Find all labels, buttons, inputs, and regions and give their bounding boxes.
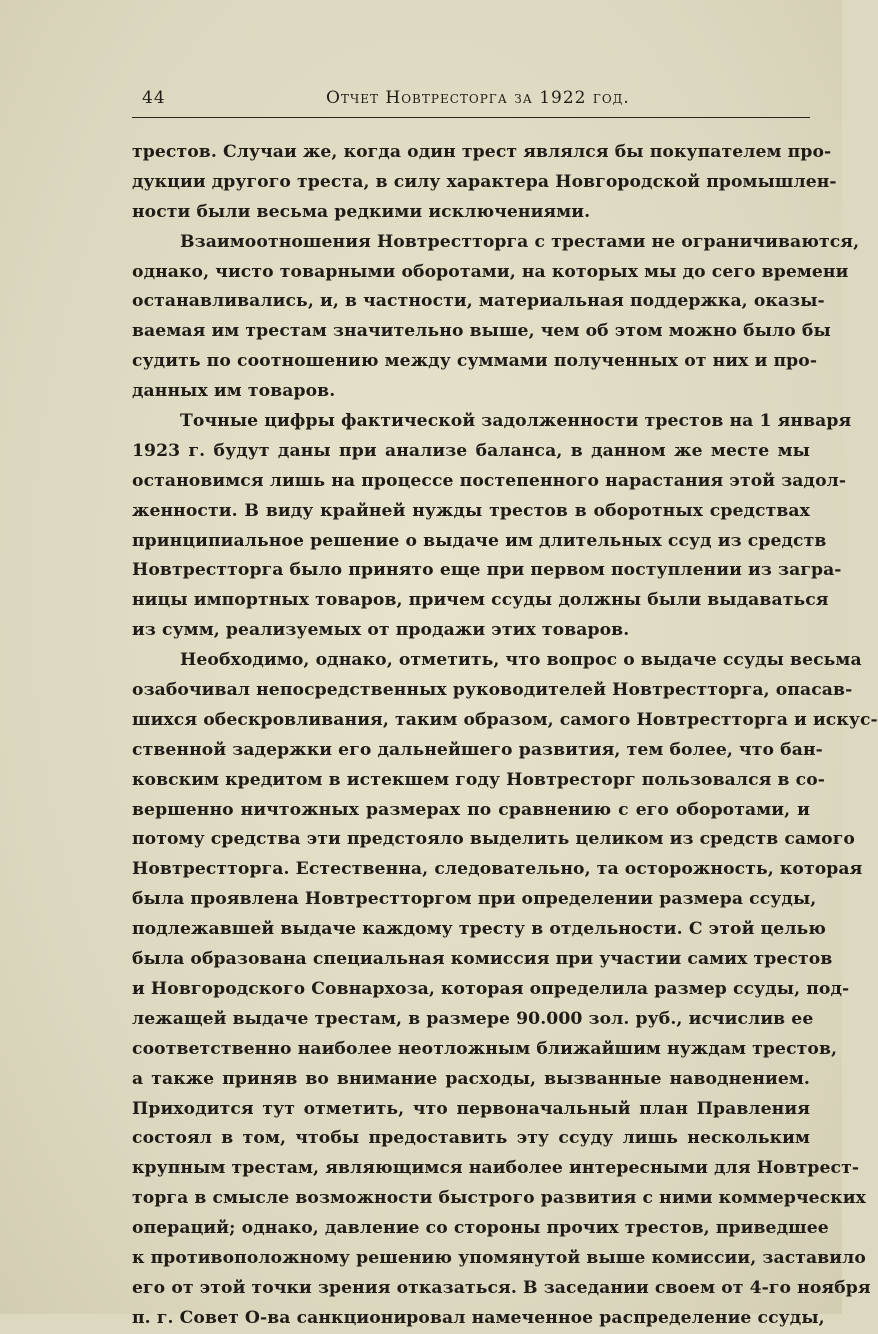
paragraph-start-line: Необходимо, однако, отметить, что вопрос о выдаче ссуды весьма bbox=[180, 650, 862, 671]
running-title: Отчет Новтресторга за 1922 год. bbox=[326, 88, 630, 108]
page-number: 44 bbox=[142, 88, 166, 108]
text-line: была проявлена Новтрестторгом при определении размера ссуды, bbox=[132, 889, 817, 910]
text-line: и Новгородского Совнархоза, которая определила размер ссуды, под- bbox=[132, 978, 850, 999]
text-line: Новтрестторга. Естественна, следовательно, та осторожность, которая bbox=[132, 859, 863, 880]
text-line: судить по соотношению между суммами полученных от них и про- bbox=[132, 351, 818, 372]
text-line: к противоположному решению упомянутой выше комиссии, заставило bbox=[132, 1247, 866, 1268]
text-line: торга в смысле возможности быстрого развития с ними коммерческих bbox=[132, 1188, 866, 1209]
paragraph-start-line: Точные цифры фактической задолженности трестов на 1 января bbox=[180, 411, 852, 432]
text-line: женности. В виду крайней нужды трестов в оборотных средствах bbox=[132, 500, 810, 521]
text-line: из сумм, реализуемых от продажи этих товаров. bbox=[132, 620, 630, 641]
text-line: 1923 г. будут даны при анализе баланса, в данном же месте мы bbox=[132, 440, 810, 461]
text-line: п. г. Совет О-ва санкционировал намеченное распределение ссуды, bbox=[132, 1307, 825, 1328]
text-line: однако, чисто товарными оборотами, на которых мы до сего времени bbox=[132, 261, 849, 282]
text-line: ницы импортных товаров, причем ссуды должны были выдаваться bbox=[132, 590, 829, 611]
text-line: вершенно ничтожных размерах по сравнению с его оборотами, и bbox=[132, 799, 810, 820]
text-line: подлежавшей выдаче каждому тресту в отдельности. С этой целью bbox=[132, 919, 827, 940]
text-line: состоял в том, чтобы предоставить эту ссуду лишь нескольким bbox=[132, 1128, 810, 1149]
text-line: ственной задержки его дальнейшего развития, тем более, что бан- bbox=[132, 739, 823, 760]
text-line: ности были весьма редкими исключениями. bbox=[132, 201, 591, 222]
text-line: соответственно наиболее неотложным ближайшим нуждам трестов, bbox=[132, 1038, 838, 1059]
text-line: операций; однако, давление со стороны прочих трестов, приведшее bbox=[132, 1218, 829, 1239]
text-line: данных им товаров. bbox=[132, 381, 336, 402]
body-text bbox=[132, 138, 878, 1334]
text-line: озабочивал непосредственных руководителей Новтрестторга, опасав- bbox=[132, 680, 853, 701]
text-line: останавливались, и, в частности, материальная поддержка, оказы- bbox=[132, 291, 825, 312]
text-line: Приходится тут отметить, что первоначальный план Правления bbox=[132, 1098, 810, 1119]
text-line: принципиальное решение о выдаче им длительных ссуд из средств bbox=[132, 530, 827, 551]
text-line: остановимся лишь на процессе постепенного нарастания этой задол- bbox=[132, 470, 847, 491]
text-line: была образована специальная комиссия при участии самих трестов bbox=[132, 949, 833, 970]
text-line: лежащей выдаче трестам, в размере 90.000 зол. руб., исчислив ее bbox=[132, 1008, 814, 1029]
text-line: ковским кредитом в истекшем году Новтресторг пользовался в со- bbox=[132, 769, 826, 790]
text-line: ваемая им трестам значительно выше, чем об этом можно было бы bbox=[132, 321, 831, 342]
text-line: дукции другого треста, в силу характера Новгородской промышлен- bbox=[132, 171, 837, 192]
text-line: его от этой точки зрения отказаться. В заседании своем от 4-го ноября bbox=[132, 1277, 871, 1298]
text-line: а также приняв во внимание расходы, вызванные наводнением. bbox=[132, 1068, 810, 1089]
text-line: крупным трестам, являющимся наиболее интересными для Новтрест- bbox=[132, 1158, 860, 1179]
page-header bbox=[138, 88, 810, 114]
header-rule bbox=[132, 117, 810, 118]
text-line: Новтрестторга было принято еще при первом поступлении из загра- bbox=[132, 560, 842, 581]
text-line: потому средства эти предстояло выделить целиком из средств самого bbox=[132, 829, 855, 850]
text-line: трестов. Случаи же, когда один трест являлся бы покупателем про- bbox=[132, 142, 832, 162]
paragraph-start-line: Взаимоотношения Новтрестторга с трестами не ограничиваются, bbox=[180, 231, 860, 252]
text-line: шихся обескровливания, таким образом, самого Новтрестторга и искус- bbox=[132, 709, 878, 730]
